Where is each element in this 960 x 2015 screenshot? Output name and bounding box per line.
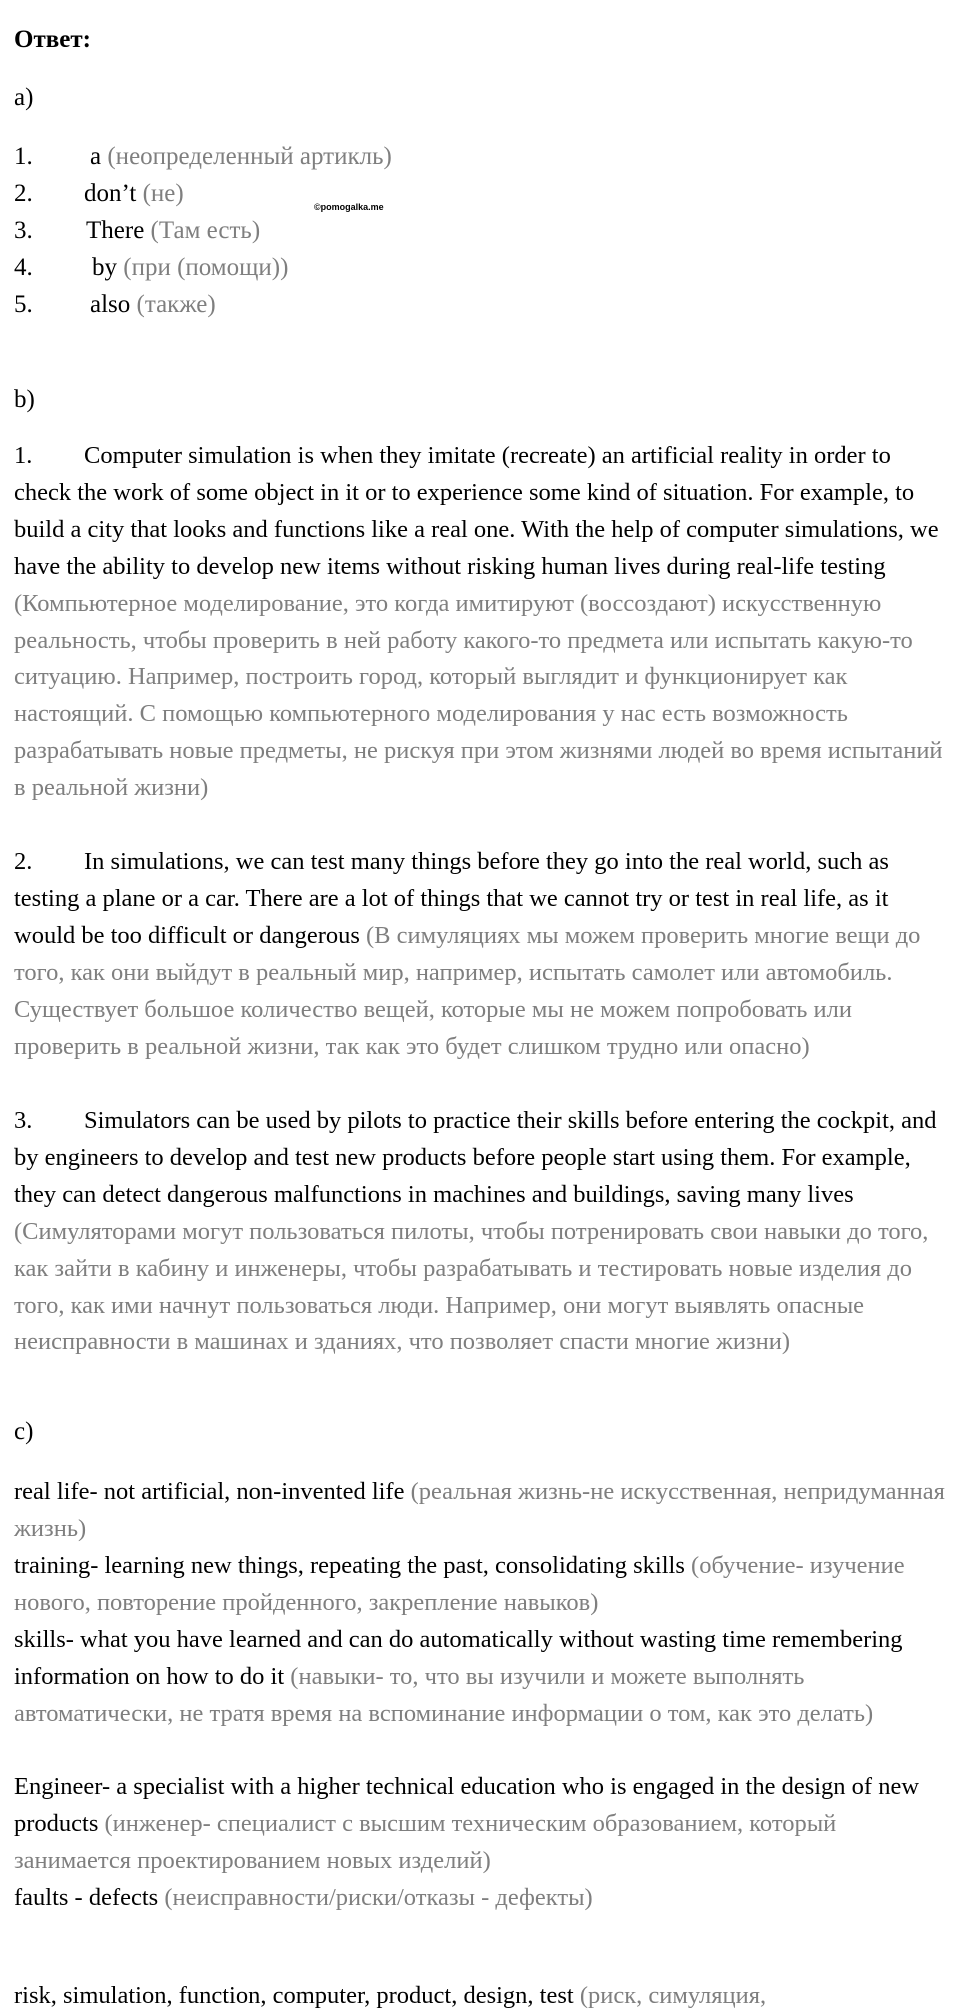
item-term: by (при (помощи)) (92, 254, 289, 281)
translation-text: (неисправности/риски/отказы - дефекты) (164, 1884, 593, 1911)
item-translation: (Там есть) (150, 217, 261, 244)
english-text: Simulators can be used by pilots to practice their skills before entering the cockpit, and by engineers to develop and test new products before people start using them. For example, they can detect dangerous malfunctions in machines and buildings, saving many lives (14, 1107, 937, 1208)
item-number: 4. (14, 254, 33, 281)
item-number: 3. (14, 1107, 33, 1134)
definition-item (14, 1622, 946, 1733)
word-list-line (14, 1978, 946, 2015)
item-term: don’t (не) (84, 180, 184, 207)
item-translation: (при (помощи)) (123, 254, 289, 281)
answer-heading: Ответ: (14, 26, 91, 53)
translation-text: (инженер- специалист с высшим техническим образованием, который занимается проектированием новых изделий) (14, 1809, 837, 1874)
english-text: risk, simulation, function, computer, product, design, test (14, 1982, 574, 2009)
translation-text: (Симуляторами могут пользоваться пилоты, чтобы потренировать свои навыки до того, как зайти в кабину и инженеры, чтобы разрабатывать и тестировать новые изделия до того, как ими начнут пользоваться люди. Например, они могут выявлять опасные неисправности в машинах и зданиях, что позволяет спасти многие жизни) (14, 1217, 929, 1356)
translation-text: (обучение- изучение нового, повторение пройденного, закрепление навыков) (14, 1552, 905, 1616)
item-number: 3. (14, 217, 33, 244)
definition-item (14, 1474, 946, 1548)
item-term: also (также) (90, 291, 216, 318)
item-translation: (также) (136, 291, 216, 318)
item-translation: (неопределенный артикль) (107, 143, 392, 170)
english-text: In simulations, we can test many things before they go into the real world, such as testing a plane or a car. There are a lot of things that we cannot try or test in real life, as it would be too difficult or dangerous (14, 848, 889, 949)
watermark-logo: ©pomogalka.me (314, 202, 384, 212)
item-term: a (неопределенный артикль) (90, 143, 392, 170)
item-number: 2. (14, 848, 33, 875)
english-text: Engineer- a specialist with a higher technical education who is engaged in the design of new products (14, 1773, 920, 1837)
definition-item (14, 1880, 946, 1917)
translation-text: (Компьютерное моделирование, это когда имитируют (воссоздают) искусственную реальность, чтобы проверить в ней работу какого-то предмета или испытать какую-то ситуацию. Например, построить город, который выглядит и функционирует как настоящий. С помощью компьютерного моделирования у нас есть возможность разрабатывать новые предметы, не рискуя при этом жизнями людей во время испытаний в реальной жизни) (14, 589, 943, 802)
translation-text: (реальная жизнь-не искусственная, непридуманная жизнь) (14, 1478, 945, 1542)
item-number: 5. (14, 291, 33, 318)
english-text: real life- not artificial, non-invented life (14, 1478, 405, 1505)
definition-item (14, 1769, 946, 1880)
translation-text: (В симуляциях мы можем проверить многие вещи до того, как они выйдут в реальный мир, например, испытать самолет или автомобиль. Существует большое количество вещей, которые мы не можем попробовать или проверить в реальной жизни, так как это будет слишком трудно или опасно) (14, 921, 921, 1060)
item-number: 2. (14, 180, 33, 207)
item-number: 1. (14, 442, 33, 469)
section-b-label: b) (14, 386, 35, 413)
english-text: skills- what you have learned and can do automatically without wasting time remembering information on how to do it (14, 1626, 903, 1690)
english-text: Computer simulation is when they imitate (recreate) an artificial reality in order to check the work of some object in it or to experience some kind of situation. For example, to build a city that looks and functions like a real one. With the help of computer simulations, we have the ability to develop new items without risking human lives during real-life testing (14, 442, 939, 580)
item-translation: (не) (142, 180, 184, 207)
answer-paragraph (14, 844, 946, 1065)
translation-text: (риск, симуляция, (579, 1982, 767, 2009)
translation-text: (навыки- то, что вы изучили и можете выполнять автоматически, не тратя время на вспоминание информации о том, как это делать) (14, 1662, 874, 1727)
item-number: 1. (14, 143, 33, 170)
english-text: training- learning new things, repeating the past, consolidating skills (14, 1552, 685, 1579)
answer-paragraph (14, 1103, 946, 1361)
answer-paragraph (14, 438, 946, 807)
section-c-label: c) (14, 1418, 34, 1445)
definition-item (14, 1548, 946, 1622)
section-a-label: a) (14, 84, 34, 111)
english-text: faults - defects (14, 1884, 159, 1911)
item-term: There (Там есть) (86, 217, 261, 244)
